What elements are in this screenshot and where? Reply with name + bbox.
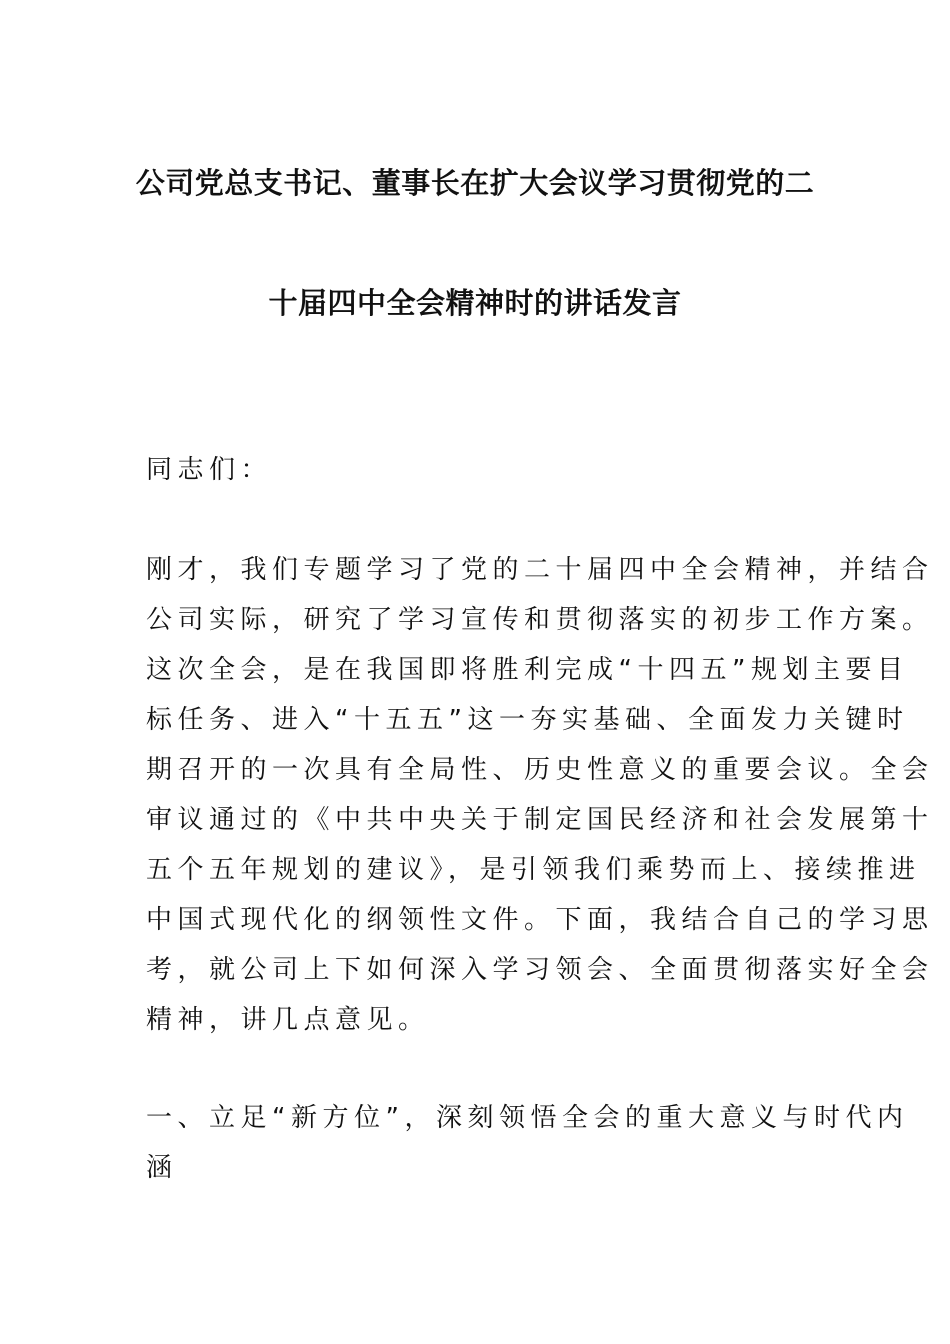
paragraph-line: 考，就公司上下如何深入学习领会、全面贯彻落实好全会 — [146, 955, 934, 985]
paragraph-line: 审议通过的《中共中央关于制定国民经济和社会发展第十 — [146, 805, 934, 835]
title-line-2: 十届四中全会精神时的讲话发言 — [268, 286, 682, 320]
paragraph-line: 期召开的一次具有全局性、历史性意义的重要会议。全会 — [146, 755, 934, 785]
paragraph-line: 中国式现代化的纲领性文件。下面，我结合自己的学习思 — [146, 905, 934, 935]
paragraph-line: 标任务、进入“十五五”这一夯实基础、全面发力关键时 — [146, 705, 909, 735]
paragraph-line: 公司实际，研究了学习宣传和贯彻落实的初步工作方案。 — [146, 605, 934, 635]
paragraph-line: 精神，讲几点意见。 — [146, 1005, 430, 1035]
heading-line: 涵 — [146, 1153, 178, 1183]
title-line-1: 公司党总支书记、董事长在扩大会议学习贯彻党的二 — [135, 166, 815, 200]
paragraph-line: 刚才，我们专题学习了党的二十届四中全会精神，并结合 — [146, 555, 934, 585]
heading-line: 一、立足“新方位”，深刻领悟全会的重大意义与时代内 — [146, 1103, 909, 1133]
paragraph-line: 这次全会，是在我国即将胜利完成“十四五”规划主要目 — [146, 655, 909, 685]
paragraph-line: 五个五年规划的建议》，是引领我们乘势而上、接续推进 — [146, 855, 921, 885]
salutation: 同志们： — [146, 455, 273, 485]
